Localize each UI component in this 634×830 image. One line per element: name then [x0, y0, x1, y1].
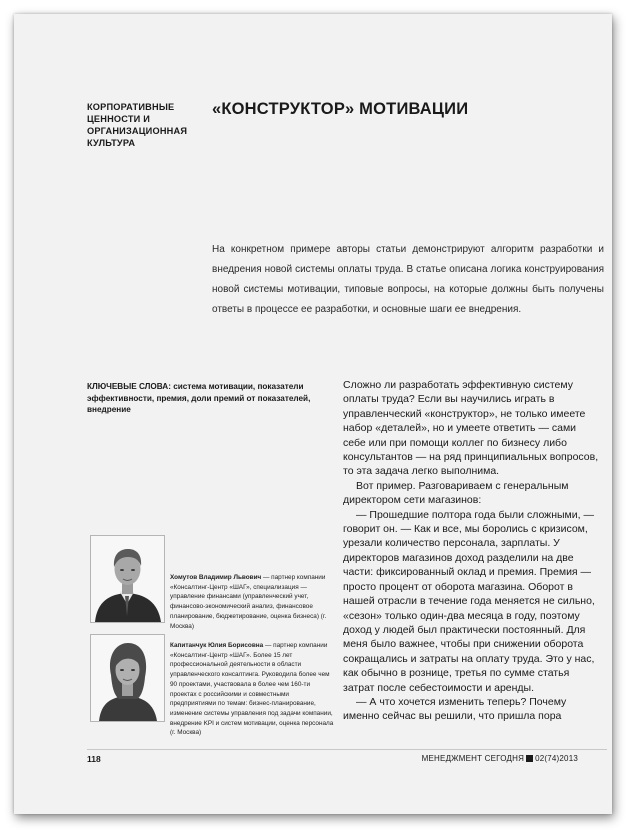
- article-title: «КОНСТРУКТОР» МОТИВАЦИИ: [212, 100, 469, 118]
- author-bio-kapitanchuk: [170, 641, 334, 738]
- body-paragraph: Вот пример. Разговариваем с генеральным директором сети магазинов:: [343, 479, 569, 507]
- page-number: 118: [87, 754, 101, 764]
- journal-footer: [422, 754, 578, 763]
- issue-number: 02(74)2013: [535, 754, 578, 763]
- article-body: [343, 378, 601, 724]
- author-photo-khomutov: [90, 535, 165, 623]
- lead-paragraph: [212, 240, 604, 320]
- section-label: КОРПОРАТИВНЫЕ ЦЕННОСТИ И ОРГАНИЗАЦИОННАЯ КУЛЬТУРА: [87, 102, 188, 148]
- body-paragraph: — Прошедшие полтора года были сложными, — говорит он. — Как и все, мы боролись с кризисом, урезали количество персонала, зарплаты. У директоров магазинов доход разделили на две части: фиксированный оклад и премия. Премия — просто процент от оборота магазина. Оборот в нашей отрасли в течение года меняется не сильно, «сезон» только один-два месяца в году, поэтому доход у людей был практически постоянный. Для меня было важнее, чтобы при снижении оборота сокращались и затраты на оплату труда. Это у нас, как обычно в рознице, третья по сумме статья затрат после себестоимости и аренды.: [343, 508, 595, 694]
- author-name: Капитанчук Юлия Борисовна: [170, 642, 264, 649]
- author-description: — партнер компании «Консалтинг-Центр «ШАГ». Более 15 лет профессиональной деятельности в области управленческого консалтинга. Руководила более чем 90 проектами, участвовала в более чем 160-ти проектах с российскими и совместными предприятиями по темам: бизнес-планирование, изменение системы управления под задачи компании, внедрение KPI и систем мотивации, оценка персонала (г. Москва): [170, 642, 334, 737]
- author-photo-kapitanchuk: [90, 634, 165, 722]
- journal-name: МЕНЕДЖМЕНТ СЕГОДНЯ: [421, 754, 525, 763]
- author-description: — партнер компании «Консалтинг-Центр «ШАГ», специализация — управление финансами (управленческий учет, финансово-экономический анализ, финансовое планирование, бюджетирование, оценка бизнеса) (г. Москва): [170, 574, 327, 630]
- square-separator-icon: [526, 755, 533, 762]
- woman-portrait-icon: [91, 635, 164, 721]
- footer-divider: [87, 749, 607, 750]
- magazine-page: [14, 14, 612, 814]
- author-name: Хомутов Владимир Львович: [170, 574, 262, 581]
- keywords: КЛЮЧЕВЫЕ СЛОВА: система мотивации, показатели эффективности, премия, доли премий от показателей, внедрение: [87, 382, 311, 414]
- lead-text: На конкретном примере авторы статьи демонстрируют алгоритм разработки и внедрения новой системы оплаты труда. В статье описана логика конструирования новой системы мотивации, типовые вопросы, на которые должны быть получены ответы в процессе ее разработки, и основные шаги ее внедрения.: [212, 244, 604, 315]
- body-paragraph: Сложно ли разработать эффективную систему оплаты труда? Если вы научились играть в управленческий «конструктор», не только имеете набор «деталей», но и умеете ответить — сами себе или при помощи коллег по бизнесу либо консультантов — на ряд принципиальных вопросов, то эта задача легко выполнима.: [343, 379, 599, 478]
- body-paragraph: — А что хочется изменить теперь? Почему именно сейчас вы решили, что пришла пора: [343, 695, 567, 723]
- man-portrait-icon: [91, 536, 164, 622]
- author-bio-khomutov: [170, 573, 334, 631]
